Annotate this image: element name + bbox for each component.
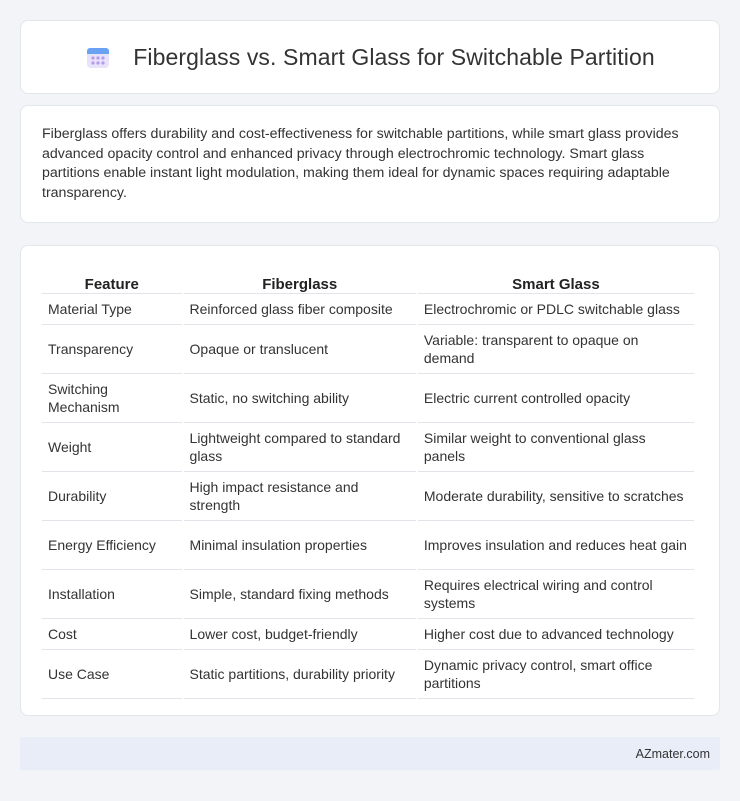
cell-fiberglass: Opaque or translucent	[184, 325, 416, 374]
footer-bar	[20, 737, 720, 770]
summary-card	[20, 105, 720, 223]
table-row	[42, 423, 694, 472]
cell-fiberglass: Lower cost, budget-friendly	[184, 619, 416, 650]
table-row	[42, 294, 694, 325]
table-row	[42, 650, 694, 699]
summary-text: Fiberglass offers durability and cost-effectiveness for switchable partitions, while smart glass provides advanced opacity control and enhanced privacy through electrochromic technology. Smart glass partitions enable instant light modulation, making them ideal for dynamic spaces requiring adaptable transparency.	[42, 126, 679, 201]
cell-fiberglass: Simple, standard fixing methods	[184, 570, 416, 619]
cell-fiberglass: Minimal insulation properties	[184, 521, 416, 570]
cell-fiberglass: Reinforced glass fiber composite	[184, 294, 416, 325]
table-header-row	[42, 268, 694, 294]
header-feature: Feature	[42, 268, 182, 294]
header-smart-glass: Smart Glass	[418, 268, 694, 294]
cell-smart-glass: Similar weight to conventional glass panels	[418, 423, 694, 472]
cell-feature: Weight	[42, 423, 182, 472]
comparison-table	[40, 268, 696, 699]
cell-fiberglass: High impact resistance and strength	[184, 472, 416, 521]
cell-feature: Switching Mechanism	[42, 374, 182, 423]
cell-feature: Durability	[42, 472, 182, 521]
cell-feature: Installation	[42, 570, 182, 619]
comparison-table-card	[20, 245, 720, 716]
table-row	[42, 325, 694, 374]
cell-smart-glass: Requires electrical wiring and control systems	[418, 570, 694, 619]
footer-brand: AZmater.com	[635, 746, 710, 761]
cell-fiberglass: Static partitions, durability priority	[184, 650, 416, 699]
cell-feature: Material Type	[42, 294, 182, 325]
table-row	[42, 374, 694, 423]
cell-fiberglass: Lightweight compared to standard glass	[184, 423, 416, 472]
cell-feature: Transparency	[42, 325, 182, 374]
header-fiberglass: Fiberglass	[184, 268, 416, 294]
table-row	[42, 619, 694, 650]
cell-smart-glass: Improves insulation and reduces heat gain	[418, 521, 694, 570]
cell-smart-glass: Electrochromic or PDLC switchable glass	[418, 294, 694, 325]
cell-feature: Energy Efficiency	[42, 521, 182, 570]
title-card	[20, 20, 720, 94]
cell-smart-glass: Electric current controlled opacity	[418, 374, 694, 423]
cell-smart-glass: Higher cost due to advanced technology	[418, 619, 694, 650]
table-row	[42, 472, 694, 521]
page-title: Fiberglass vs. Smart Glass for Switchable Partition	[133, 43, 655, 70]
cell-smart-glass: Variable: transparent to opaque on demand	[418, 325, 694, 374]
table-row	[42, 521, 694, 570]
table-row	[42, 570, 694, 619]
cell-feature: Cost	[42, 619, 182, 650]
cell-smart-glass: Moderate durability, sensitive to scratches	[418, 472, 694, 521]
calendar-icon	[85, 44, 111, 70]
cell-feature: Use Case	[42, 650, 182, 699]
cell-smart-glass: Dynamic privacy control, smart office partitions	[418, 650, 694, 699]
cell-fiberglass: Static, no switching ability	[184, 374, 416, 423]
